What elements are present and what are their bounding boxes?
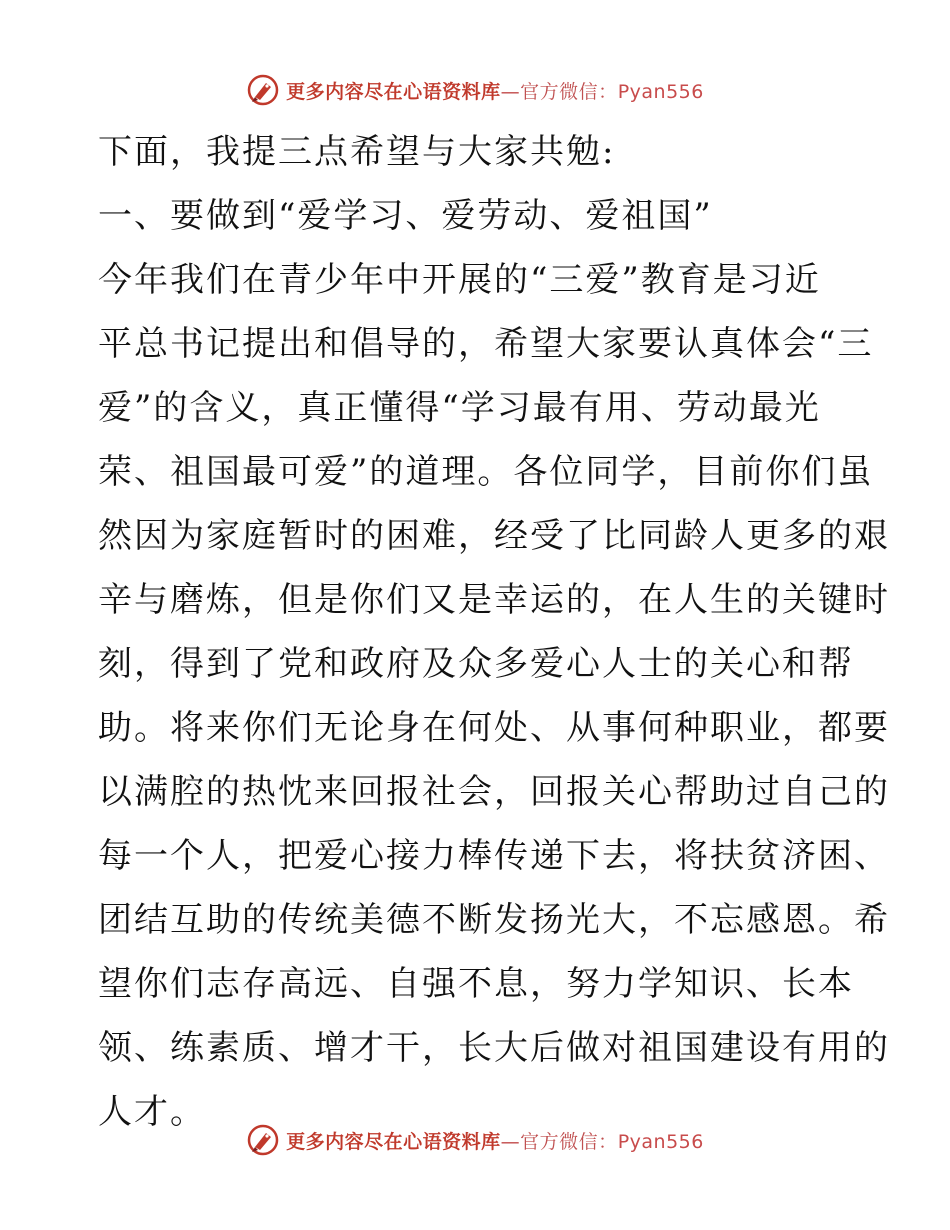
- paragraph-line: 每一个人，把爱心接力棒传递下去，将扶贫济困、: [98, 836, 890, 876]
- banner-dash: —: [500, 80, 521, 103]
- paragraph-line: 以满腔的热忱来回报社会，回报关心帮助过自己的: [98, 772, 890, 812]
- banner-text: [286, 1127, 704, 1154]
- paragraph-line: 人才。: [98, 1092, 206, 1132]
- document-body: [98, 120, 890, 1144]
- wechat-label: 官方微信：: [520, 80, 618, 103]
- paragraph-line: 助。将来你们无论身在何处、从事何种职业，都要: [98, 708, 890, 748]
- pen-nib-logo-icon: [246, 1123, 280, 1157]
- banner-dash: —: [500, 1130, 521, 1153]
- paragraph-line: 辛与磨炼，但是你们又是幸运的，在人生的关键时: [98, 580, 890, 620]
- paragraph-line: 荣、祖国最可爱”的道理。各位同学，目前你们虽: [98, 452, 874, 492]
- paragraph-line: 领、练素质、增才干，长大后做对祖国建设有用的: [98, 1028, 890, 1068]
- library-name: 更多内容尽在心语资料库: [286, 1130, 501, 1153]
- wechat-label: 官方微信：: [520, 1130, 618, 1153]
- banner-text: [286, 77, 704, 104]
- paragraph-line: 望你们志存高远、自强不息，努力学知识、长本: [98, 964, 854, 1004]
- wechat-id: Pyan556: [617, 1130, 704, 1153]
- paragraph-line: 今年我们在青少年中开展的“三爱”教育是习近: [98, 260, 821, 300]
- wechat-id: Pyan556: [617, 80, 704, 103]
- footer-banner: [0, 1120, 950, 1160]
- library-name: 更多内容尽在心语资料库: [286, 80, 501, 103]
- pen-nib-logo-icon: [246, 73, 280, 107]
- intro-line: 下面，我提三点希望与大家共勉:: [98, 132, 616, 172]
- paragraph-line: 平总书记提出和倡导的，希望大家要认真体会“三: [98, 324, 874, 364]
- paragraph: [98, 248, 890, 1144]
- section-heading: 一、要做到“爱学习、爱劳动、爱祖国”: [98, 196, 713, 236]
- paragraph-line: 爱”的含义，真正懂得“学习最有用、劳动最光: [98, 388, 821, 428]
- paragraph-line: 然因为家庭暂时的困难，经受了比同龄人更多的艰: [98, 516, 890, 556]
- header-banner: [0, 70, 950, 110]
- paragraph-line: 刻，得到了党和政府及众多爱心人士的关心和帮: [98, 644, 854, 684]
- paragraph-line: 团结互助的传统美德不断发扬光大，不忘感恩。希: [98, 900, 890, 940]
